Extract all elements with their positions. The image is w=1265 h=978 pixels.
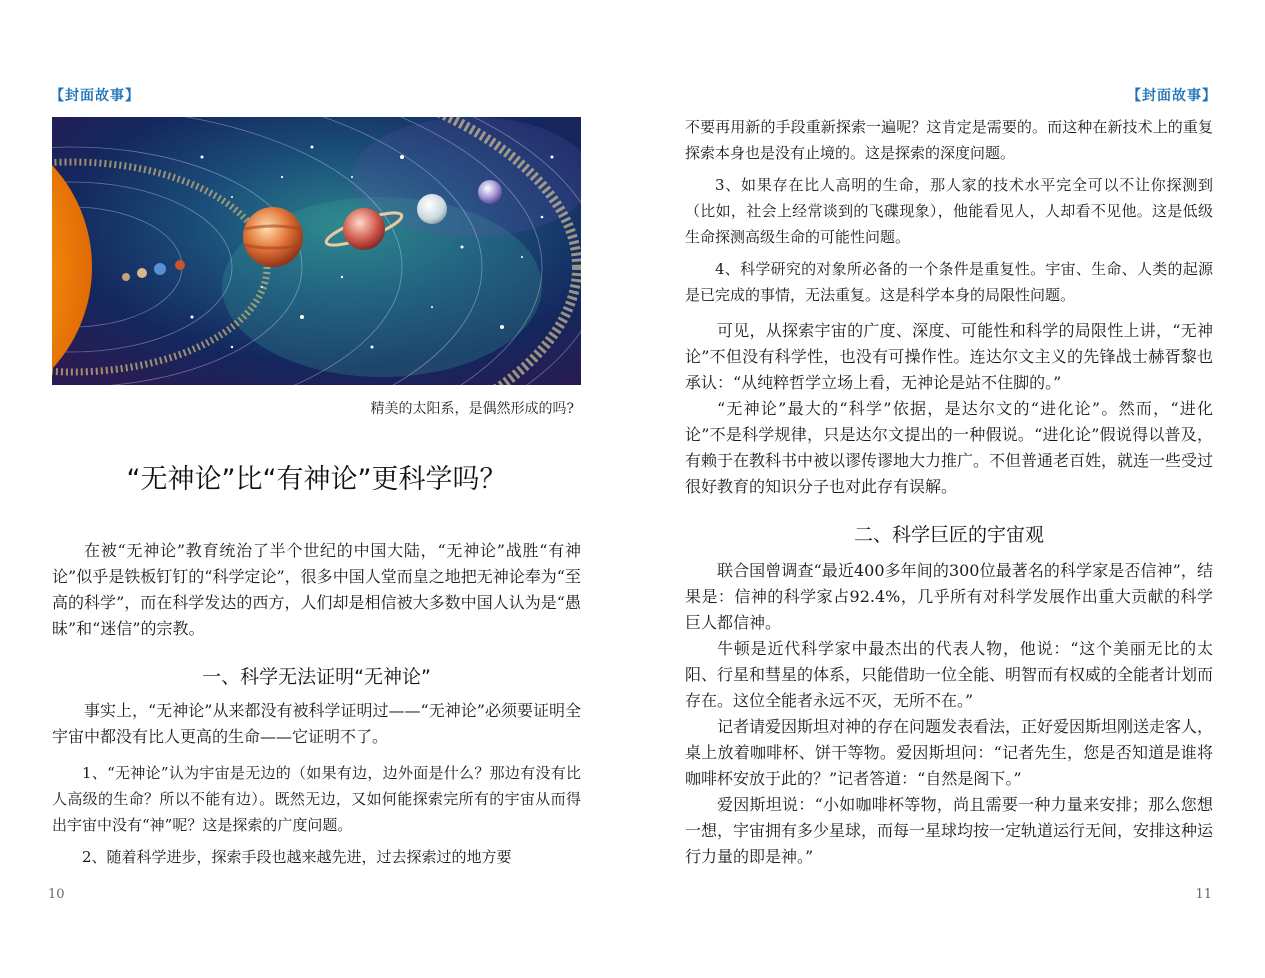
solar-system-illustration [52,117,581,385]
section-heading-2: 二、科学巨匠的宇宙观 [853,524,1044,546]
point-list-left [52,760,581,870]
image-caption: 精美的太阳系，是偶然形成的吗? [370,401,574,417]
point-3: 3、如果存在比人高明的生命，那人家的技术水平完全可以不让你探测到（比如，社会上经常谈到的飞碟现象），他能看见人，人却看不见他。这是低级生命探测高级生命的可能性问题。 [685,176,1213,246]
point-1: 1、“无神论”认为宇宙是无边的（如果有边，边外面是什么？那边有没有比人高级的生命？所以不能有边）。既然无边，又如何能探索完所有的宇宙从而得出宇宙中没有“神”呢？这是探索的广度问题。 [52,764,581,834]
point-4: 4、科学研究的对象所必备的一个条件是重复性。宇宙、生命、人类的起源是已完成的事情，无法重复。这是科学本身的局限性问题。 [685,260,1213,304]
paragraph-3: “无神论”最大的“科学”依据，是达尔文的“进化论”。然而，“进化论”不是科学规律，只是达尔文提出的一种假说。“进化论”假说得以普及，有赖于在教科书中被以谬传谬地大力推广。不但普通老百姓，就连一些受过很好教育的知识分子也对此存有误解。 [685,399,1214,496]
paragraph-6: 记者请爱因斯坦对神的存在问题发表看法，正好爱因斯坦刚送走客人，桌上放着咖啡杯、饼干等物。爱因斯坦问：“记者先生，您是否知道是谁将咖啡杯安放于此的？”记者答道：“自然是阁下。” [685,717,1214,788]
conclusion-paragraphs [685,318,1213,500]
paragraph-7: 爱因斯坦说：“小如咖啡杯等物，尚且需要一种力量来安排；那么您想一想，宇宙拥有多少星球，而每一星球均按一定轨道运行无间，安排这种运行力量的即是神。” [685,795,1214,866]
scientist-paragraphs [685,558,1213,870]
point-2-continued: 不要再用新的手段重新探索一遍呢？这肯定是需要的。而这种在新技术上的重复探索本身也是没有止境的。这是探索的深度问题。 [685,118,1213,162]
point-list-right [685,114,1213,308]
paragraph-4: 联合国曾调查“最近400多年间的300位最著名的科学家是否信神”，结果是：信神的科学家占92.4%，几乎所有对科学发展作出重大贡献的科学巨人都信神。 [685,561,1213,632]
paragraph-5: 牛顿是近代科学家中最杰出的代表人物，他说：“这个美丽无比的太阳、行星和彗星的体系，只能借助一位全能、明智而有权威的全能者计划而存在。这位全能者永远不灭，无所不在。” [685,639,1214,710]
left-page [0,0,632,978]
page-number: 10 [48,887,65,902]
point-2: 2、随着科学进步，探索手段也越来越先进，过去探索过的地方要 [82,848,512,866]
section-tag: 【封面故事】 [50,88,140,104]
paragraph-1: 事实上，“无神论”从来都没有被科学证明过——“无神论”必须要证明全宇宙中都没有比人更高的生命——它证明不了。 [52,701,581,746]
article-title: “无神论”比“有神论”更科学吗？ [126,464,507,495]
section-heading-1: 一、科学无法证明“无神论” [202,666,431,688]
paragraph-2: 可见，从探索宇宙的广度、深度、可能性和科学的局限性上讲，“无神论”不但没有科学性，也没有可操作性。连达尔文主义的先锋战士赫胥黎也承认：“从纯粹哲学立场上看，无神论是站不住脚的。” [685,321,1213,392]
intro-paragraph: 在被“无神论”教育统治了半个世纪的中国大陆，“无神论”战胜“有神论”似乎是铁板钉钉的“科学定论”，很多中国人堂而皇之地把无神论奉为“至高的科学”，而在科学发达的西方，人们却是相信被大多数中国人认为是“愚昧”和“迷信”的宗教。 [52,541,581,638]
right-page [633,0,1265,978]
section-tag: 【封面故事】 [1127,88,1217,104]
page-number: 11 [1195,887,1212,902]
